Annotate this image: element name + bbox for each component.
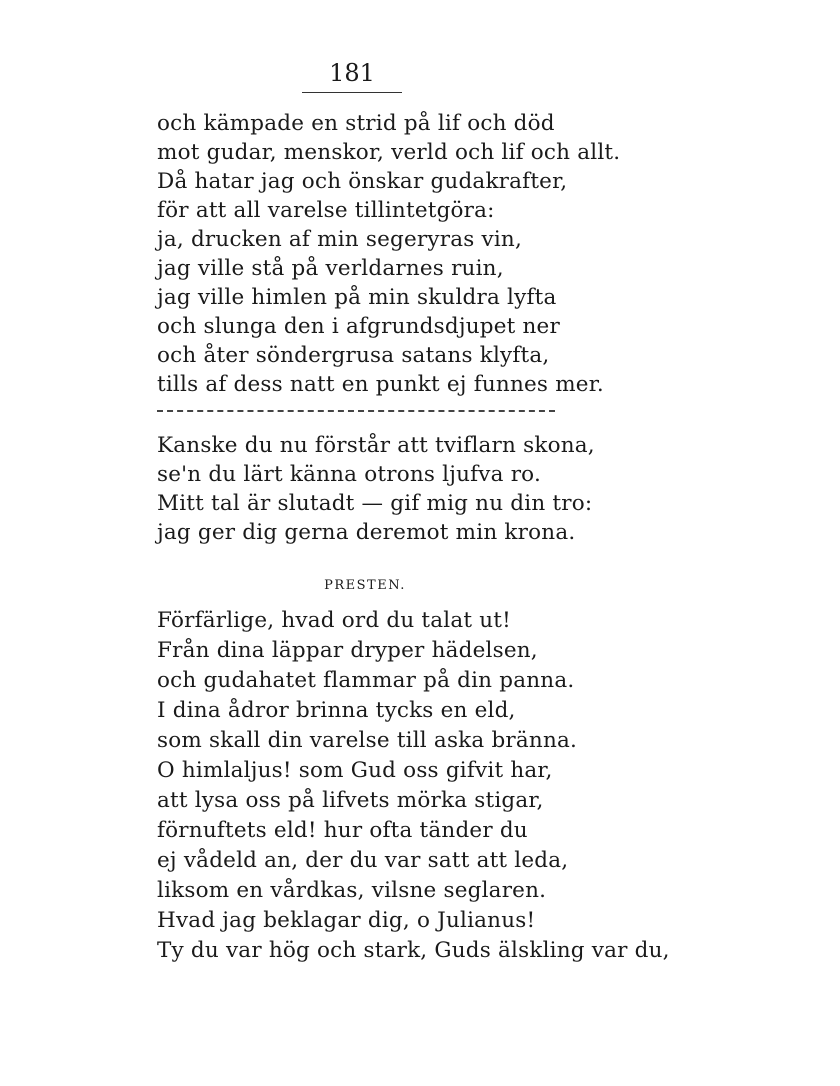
verse-line: Mitt tal är slutadt — gif mig nu din tro: [157, 491, 593, 516]
verse-line: Från dina läppar dryper hädelsen, [157, 638, 538, 663]
verse-line: I dina ådror brinna tycks en eld, [157, 698, 516, 723]
verse-line: jag ville stå på verldarnes ruin, [157, 256, 504, 281]
verse-line: tills af dess natt en punkt ej funnes mer. [157, 372, 604, 397]
verse-line: som skall din varelse till aska bränna. [157, 728, 578, 753]
verse-line: Kanske du nu förstår att tviflarn skona, [157, 433, 595, 458]
verse-line: Ty du var hög och stark, Guds älskling var du, [157, 938, 670, 963]
verse-line: Förfärlige, hvad ord du talat ut! [157, 608, 511, 633]
verse-line: och kämpade en strid på lif och död [157, 111, 555, 136]
verse-line: och gudahatet flammar på din panna. [157, 668, 575, 693]
verse-line: och slunga den i afgrundsdjupet ner [157, 314, 560, 339]
verse-line: liksom en vårdkas, vilsne seglaren. [157, 878, 547, 903]
verse-line: och åter söndergrusa satans klyfta, [157, 343, 550, 368]
verse-line: jag ger dig gerna deremot min krona. [157, 520, 576, 545]
verse-line: för att all varelse tillintetgöra: [157, 198, 495, 223]
verse-line: Då hatar jag och önskar gudakrafter, [157, 169, 568, 194]
speaker-heading: PRESTEN. [324, 578, 406, 593]
verse-line: jag ville himlen på min skuldra lyfta [157, 285, 557, 310]
page-number-rule [302, 92, 402, 93]
verse-line: ja, drucken af min segeryras vin, [157, 227, 523, 252]
verse-line: O himlaljus! som Gud oss gifvit har, [157, 758, 553, 783]
verse-line: ej vådeld an, der du var satt att leda, [157, 848, 569, 873]
verse-line: förnuftets eld! hur ofta tänder du [157, 818, 528, 843]
page-number: 181 [329, 59, 375, 87]
verse-line: att lysa oss på lifvets mörka stigar, [157, 788, 544, 813]
verse-line: mot gudar, menskor, verld och lif och allt. [157, 140, 621, 165]
verse-line: Hvad jag beklagar dig, o Julianus! [157, 908, 536, 933]
verse-line: se'n du lärt känna otrons ljufva ro. [157, 462, 541, 487]
section-divider-dashes [157, 410, 555, 412]
